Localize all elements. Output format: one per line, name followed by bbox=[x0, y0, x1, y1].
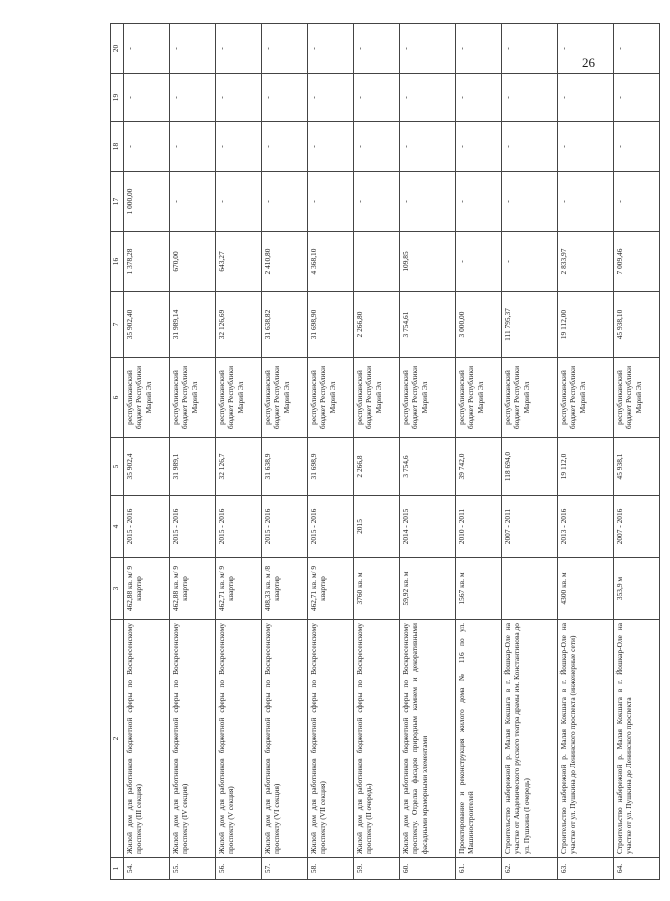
col16-value-cell: - bbox=[502, 232, 558, 292]
row-number-cell: 60. bbox=[400, 858, 456, 880]
table-body bbox=[124, 24, 660, 880]
col20-value-cell: - bbox=[354, 24, 400, 74]
col20-value-cell: - bbox=[124, 24, 170, 74]
col19-value-cell: - bbox=[456, 74, 502, 122]
col20-value-cell: - bbox=[170, 24, 216, 74]
estimated-cost-cell: 31 989,1 bbox=[170, 438, 216, 496]
col17-value-cell: - bbox=[216, 172, 262, 232]
page-number: 26 bbox=[582, 55, 595, 70]
col16-value-cell: 7 009,46 bbox=[614, 232, 660, 292]
col16-value-cell: 643,27 bbox=[216, 232, 262, 292]
column-header: 7 bbox=[111, 292, 124, 358]
col20-value-cell: - bbox=[502, 24, 558, 74]
row-number-cell: 56. bbox=[216, 858, 262, 880]
col16-value-cell: 2 410,80 bbox=[262, 232, 308, 292]
table-row bbox=[124, 24, 170, 880]
object-name-cell: Жилой дом для работников бюджетной сферы по Воскресенскому проспекту. Отделка фасадов природным камнем и декоративными фасадными мраморными элементами bbox=[400, 620, 456, 858]
object-name-cell: Строительство набережной р. Малая Кокшага в г. Йошкар-Оле на участке от Академического русского театра драмы им. Константинова до ул. Пушкина (I очередь) bbox=[502, 620, 558, 858]
capacity-cell: 3760 кв. м bbox=[354, 558, 400, 620]
col17-value-cell: - bbox=[502, 172, 558, 232]
row-number-cell: 57. bbox=[262, 858, 308, 880]
period-cell: 2015 - 2016 bbox=[262, 496, 308, 558]
period-cell: 2014 - 2015 bbox=[400, 496, 456, 558]
funding-source-cell: республиканский бюджет Республики Марий Эл bbox=[124, 358, 170, 438]
column-header: 6 bbox=[111, 358, 124, 438]
col7-value-cell: 111 795,37 bbox=[502, 292, 558, 358]
col17-value-cell: - bbox=[262, 172, 308, 232]
funding-source-cell: республиканский бюджет Республики Марий Эл bbox=[558, 358, 614, 438]
col19-value-cell: - bbox=[614, 74, 660, 122]
object-name-cell: Строительство набережной р. Малая Кокшага в г. Йошкар-Оле на участке от ул. Пушкина до Ленинского проспекта (инженерные сети) bbox=[558, 620, 614, 858]
col19-value-cell: - bbox=[308, 74, 354, 122]
period-cell: 2013 - 2016 bbox=[558, 496, 614, 558]
col7-value-cell: 32 126,69 bbox=[216, 292, 262, 358]
col20-value-cell: - bbox=[262, 24, 308, 74]
table-header bbox=[111, 24, 124, 880]
rotated-table-container bbox=[110, 24, 670, 880]
col17-value-cell: 1 000,00 bbox=[124, 172, 170, 232]
column-header: 18 bbox=[111, 122, 124, 172]
col16-value-cell: 2 833,97 bbox=[558, 232, 614, 292]
row-number-cell: 61. bbox=[456, 858, 502, 880]
column-header: 5 bbox=[111, 438, 124, 496]
period-cell: 2015 - 2016 bbox=[170, 496, 216, 558]
funding-source-cell: республиканский бюджет Республики Марий Эл bbox=[400, 358, 456, 438]
col20-value-cell: - bbox=[558, 24, 614, 74]
estimated-cost-cell: 39 742,0 bbox=[456, 438, 502, 496]
estimated-cost-cell: 118 694,0 bbox=[502, 438, 558, 496]
col16-value-cell: 1 378,28 bbox=[124, 232, 170, 292]
capacity-cell: 59,92 кв. м bbox=[400, 558, 456, 620]
table-row bbox=[558, 24, 614, 880]
column-header: 1 bbox=[111, 858, 124, 880]
column-header: 4 bbox=[111, 496, 124, 558]
funding-source-cell: республиканский бюджет Республики Марий Эл bbox=[614, 358, 660, 438]
col18-value-cell: - bbox=[614, 122, 660, 172]
col7-value-cell: 45 938,10 bbox=[614, 292, 660, 358]
col17-value-cell: - bbox=[354, 172, 400, 232]
period-cell: 2015 - 2016 bbox=[124, 496, 170, 558]
period-cell: 2007 - 2011 bbox=[502, 496, 558, 558]
row-number-cell: 58. bbox=[308, 858, 354, 880]
col16-value-cell: 109,85 bbox=[400, 232, 456, 292]
col17-value-cell: - bbox=[308, 172, 354, 232]
col18-value-cell: - bbox=[216, 122, 262, 172]
col20-value-cell: - bbox=[216, 24, 262, 74]
capacity-cell: 462,88 кв. м/ 9 квартир bbox=[170, 558, 216, 620]
funding-source-cell: республиканский бюджет Республики Марий Эл bbox=[216, 358, 262, 438]
table-row bbox=[170, 24, 216, 880]
col7-value-cell: 31 638,82 bbox=[262, 292, 308, 358]
col19-value-cell: - bbox=[124, 74, 170, 122]
row-number-cell: 55. bbox=[170, 858, 216, 880]
col18-value-cell: - bbox=[124, 122, 170, 172]
col7-value-cell: 35 902,40 bbox=[124, 292, 170, 358]
capacity-cell: 4300 кв. м bbox=[558, 558, 614, 620]
object-name-cell: Жилой дом для работников бюджетной сферы по Воскресенскому проспекту (VII секция) bbox=[308, 620, 354, 858]
col19-value-cell: - bbox=[216, 74, 262, 122]
period-cell: 2015 - 2016 bbox=[216, 496, 262, 558]
column-header: 19 bbox=[111, 74, 124, 122]
capacity-cell: 353,9 м bbox=[614, 558, 660, 620]
col7-value-cell: 31 698,90 bbox=[308, 292, 354, 358]
capacity-cell bbox=[502, 558, 558, 620]
funding-source-cell: республиканский бюджет Республики Марий Эл bbox=[456, 358, 502, 438]
object-name-cell: Жилой дом для работников бюджетной сферы по Воскресенскому проспекту (III секция) bbox=[124, 620, 170, 858]
col18-value-cell: - bbox=[262, 122, 308, 172]
col18-value-cell: - bbox=[456, 122, 502, 172]
col7-value-cell: 3 754,61 bbox=[400, 292, 456, 358]
row-number-cell: 62. bbox=[502, 858, 558, 880]
col18-value-cell: - bbox=[400, 122, 456, 172]
col16-value-cell: 670,00 bbox=[170, 232, 216, 292]
period-cell: 2007 - 2016 bbox=[614, 496, 660, 558]
estimated-cost-cell: 19 112,0 bbox=[558, 438, 614, 496]
col17-value-cell: - bbox=[558, 172, 614, 232]
table-row bbox=[354, 24, 400, 880]
col7-value-cell: 3 000,00 bbox=[456, 292, 502, 358]
estimated-cost-cell: 3 754,6 bbox=[400, 438, 456, 496]
object-name-cell: Проектирование и реконструкция жилого дома № 116 по ул. Машиностроителей bbox=[456, 620, 502, 858]
object-name-cell: Жилой дом для работников бюджетной сферы по Воскресенскому проспекту (II очередь) bbox=[354, 620, 400, 858]
period-cell: 2010 - 2011 bbox=[456, 496, 502, 558]
construction-objects-table bbox=[110, 23, 660, 880]
row-number-cell: 64. bbox=[614, 858, 660, 880]
col18-value-cell: - bbox=[502, 122, 558, 172]
col7-value-cell: 19 112,00 bbox=[558, 292, 614, 358]
funding-source-cell: республиканский бюджет Республики Марий Эл bbox=[308, 358, 354, 438]
col7-value-cell: 2 266,80 bbox=[354, 292, 400, 358]
col20-value-cell: - bbox=[614, 24, 660, 74]
col17-value-cell: - bbox=[400, 172, 456, 232]
col17-value-cell: - bbox=[170, 172, 216, 232]
col18-value-cell: - bbox=[354, 122, 400, 172]
col16-value-cell: 4 368,10 bbox=[308, 232, 354, 292]
estimated-cost-cell: 2 266,8 bbox=[354, 438, 400, 496]
table-row bbox=[216, 24, 262, 880]
table-row bbox=[456, 24, 502, 880]
col19-value-cell: - bbox=[170, 74, 216, 122]
row-number-cell: 54. bbox=[124, 858, 170, 880]
estimated-cost-cell: 31 638,9 bbox=[262, 438, 308, 496]
col19-value-cell: - bbox=[400, 74, 456, 122]
capacity-cell: 462,71 кв. м/ 9 квартир bbox=[308, 558, 354, 620]
table-row bbox=[400, 24, 456, 880]
funding-source-cell: республиканский бюджет Республики Марий Эл bbox=[170, 358, 216, 438]
col17-value-cell: - bbox=[456, 172, 502, 232]
capacity-cell: 408,33 кв. м /8 квартир bbox=[262, 558, 308, 620]
col7-value-cell: 31 989,14 bbox=[170, 292, 216, 358]
funding-source-cell: республиканский бюджет Республики Марий Эл bbox=[354, 358, 400, 438]
capacity-cell: 462,88 кв. м/ 9 квартир bbox=[124, 558, 170, 620]
column-header: 20 bbox=[111, 24, 124, 74]
col20-value-cell: - bbox=[456, 24, 502, 74]
capacity-cell: 1567 кв. м bbox=[456, 558, 502, 620]
object-name-cell: Жилой дом для работников бюджетной сферы по Воскресенскому проспекту (VI секция) bbox=[262, 620, 308, 858]
object-name-cell: Строительство набережной р. Малая Кокшага в г. Йошкар-Оле на участке от ул. Пушкина до Ленинского проспекта bbox=[614, 620, 660, 858]
table-row bbox=[308, 24, 354, 880]
table-row bbox=[614, 24, 660, 880]
table-row bbox=[502, 24, 558, 880]
row-number-cell: 59. bbox=[354, 858, 400, 880]
column-header: 16 bbox=[111, 232, 124, 292]
object-name-cell: Жилой дом для работников бюджетной сферы по Воскресенскому проспекту (IV секция) bbox=[170, 620, 216, 858]
col19-value-cell: - bbox=[262, 74, 308, 122]
estimated-cost-cell: 32 126,7 bbox=[216, 438, 262, 496]
col16-value-cell bbox=[354, 232, 400, 292]
col17-value-cell: - bbox=[614, 172, 660, 232]
object-name-cell: Жилой дом для работников бюджетной сферы по Воскресенскому проспекту (V секция) bbox=[216, 620, 262, 858]
col16-value-cell: - bbox=[456, 232, 502, 292]
column-header: 17 bbox=[111, 172, 124, 232]
period-cell: 2015 - 2016 bbox=[308, 496, 354, 558]
capacity-cell: 462,71 кв. м/ 9 квартир bbox=[216, 558, 262, 620]
column-header: 3 bbox=[111, 558, 124, 620]
col19-value-cell: - bbox=[354, 74, 400, 122]
estimated-cost-cell: 31 698,9 bbox=[308, 438, 354, 496]
col19-value-cell: - bbox=[502, 74, 558, 122]
period-cell: 2015 bbox=[354, 496, 400, 558]
funding-source-cell: республиканский бюджет Республики Марий Эл bbox=[502, 358, 558, 438]
column-header: 2 bbox=[111, 620, 124, 858]
estimated-cost-cell: 45 938,1 bbox=[614, 438, 660, 496]
col20-value-cell: - bbox=[308, 24, 354, 74]
col18-value-cell: - bbox=[558, 122, 614, 172]
col20-value-cell: - bbox=[400, 24, 456, 74]
estimated-cost-cell: 35 902,4 bbox=[124, 438, 170, 496]
col19-value-cell: - bbox=[558, 74, 614, 122]
funding-source-cell: республиканский бюджет Республики Марий Эл bbox=[262, 358, 308, 438]
col18-value-cell: - bbox=[170, 122, 216, 172]
row-number-cell: 63. bbox=[558, 858, 614, 880]
col18-value-cell: - bbox=[308, 122, 354, 172]
table-row bbox=[262, 24, 308, 880]
